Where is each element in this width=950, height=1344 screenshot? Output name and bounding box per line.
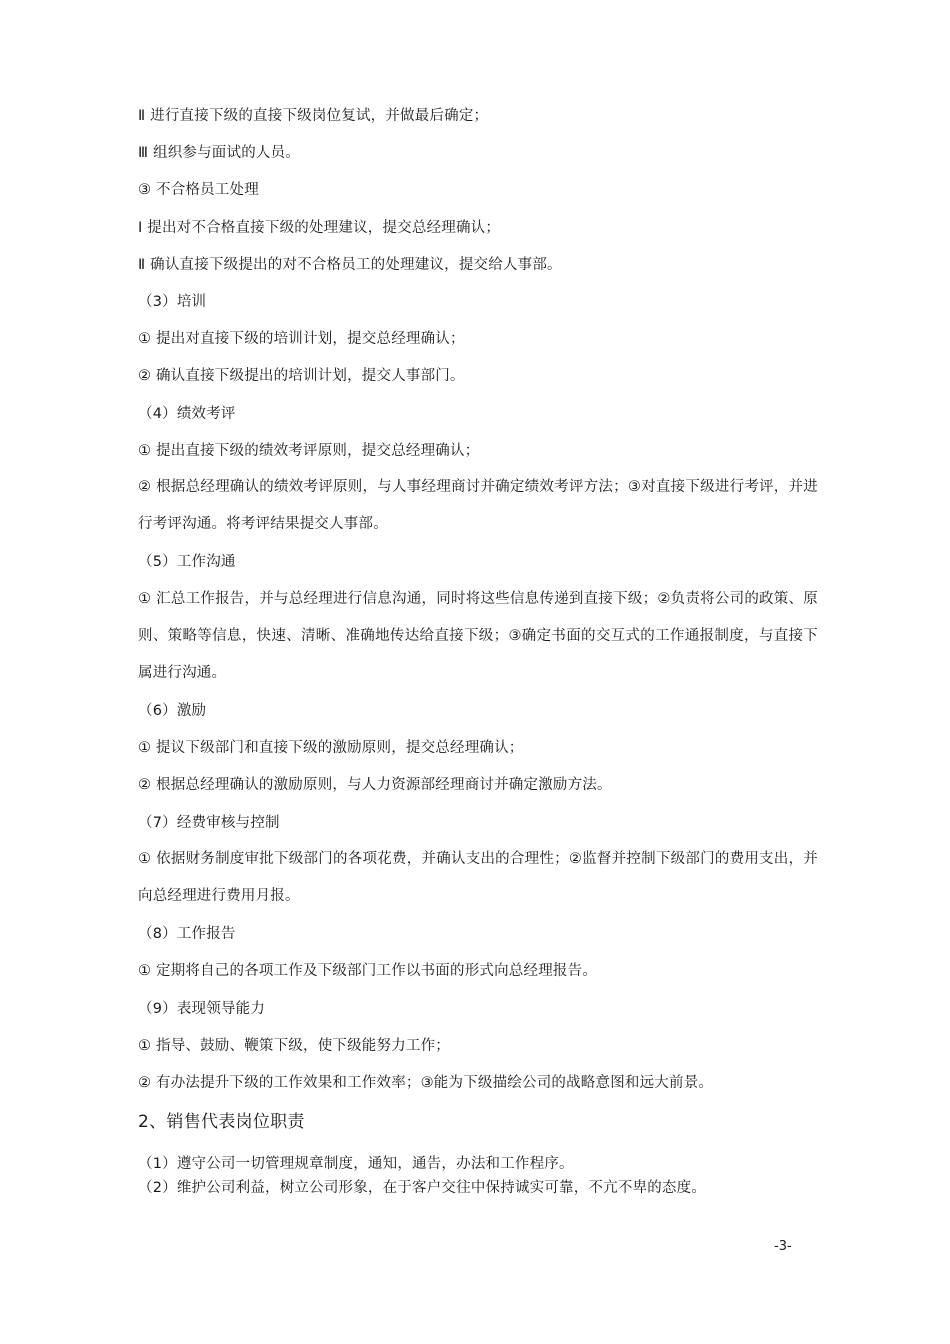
- list-item: （2）维护公司利益，树立公司形象，在于客户交往中保持诚实可靠，不亢不卑的态度。: [138, 1180, 707, 1197]
- body-line: ① 提出直接下级的绩效考评原则，提交总经理确认；: [138, 442, 480, 459]
- body-line: Ⅱ 进行直接下级的直接下级岗位复试，并做最后确定；: [138, 108, 489, 124]
- body-line: Ⅰ 提出对不合格直接下级的处理建议，提交总经理确认；: [138, 219, 501, 236]
- section-heading: 2、销售代表岗位职责: [138, 1112, 305, 1133]
- body-line: Ⅱ 确认直接下级提出的对不合格员工的处理建议，提交给人事部。: [138, 256, 562, 273]
- subsection-title: （7）经费审核与控制: [138, 814, 280, 831]
- body-line: ② 根据总经理确认的激励原则，与人力资源部经理商讨并确定激励方法。: [138, 777, 612, 794]
- document-body: [138, 106, 818, 1202]
- body-paragraph: ① 依据财务制度审批下级部门的各项花费，并确认支出的合理性；②监督并控制下级部门的费用支出，并向总经理进行费用月报。: [138, 851, 818, 905]
- subsection-title: （5）工作沟通: [138, 554, 236, 571]
- subsection-title: （4）绩效考评: [138, 405, 236, 422]
- subsection-title: （3）培训: [138, 293, 207, 310]
- body-paragraph: ① 汇总工作报告，并与总经理进行信息沟通，同时将这些信息传递到直接下级；②负责将公司的政策、原则、策略等信息，快速、清晰、准确地传达给直接下级；③确定书面的交互式的工作通报制度，与直接下属进行沟通。: [138, 590, 818, 682]
- body-line: ① 定期将自己的各项工作及下级部门工作以书面的形式向总经理报告。: [138, 963, 598, 980]
- subsection-title: （6）激励: [138, 703, 207, 720]
- list-item: （1）遵守公司一切管理规章制度，通知，通告，办法和工作程序。: [138, 1156, 574, 1173]
- page-number: -3-: [774, 1239, 792, 1254]
- body-paragraph: ② 根据总经理确认的绩效考评原则，与人事经理商讨并确定绩效考评方法；③对直接下级进行考评，并进行考评沟通。将考评结果提交人事部。: [138, 479, 818, 533]
- body-line: ① 提出对直接下级的培训计划，提交总经理确认；: [138, 331, 465, 348]
- body-line: ③ 不合格员工处理: [138, 182, 259, 199]
- body-line: ② 确认直接下级提出的培训计划，提交人事部门。: [138, 368, 465, 385]
- body-line: ① 指导、鼓励、鞭策下级，使下级能努力工作；: [138, 1037, 451, 1054]
- body-line: ② 有办法提升下级的工作效果和工作效率；③能为下级描绘公司的战略意图和远大前景。: [138, 1074, 714, 1091]
- subsection-title: （9）表现领导能力: [138, 1000, 266, 1017]
- body-line: Ⅲ 组织参与面试的人员。: [138, 145, 301, 162]
- subsection-title: （8）工作报告: [138, 926, 236, 943]
- body-line: ① 提议下级部门和直接下级的激励原则，提交总经理确认；: [138, 740, 524, 757]
